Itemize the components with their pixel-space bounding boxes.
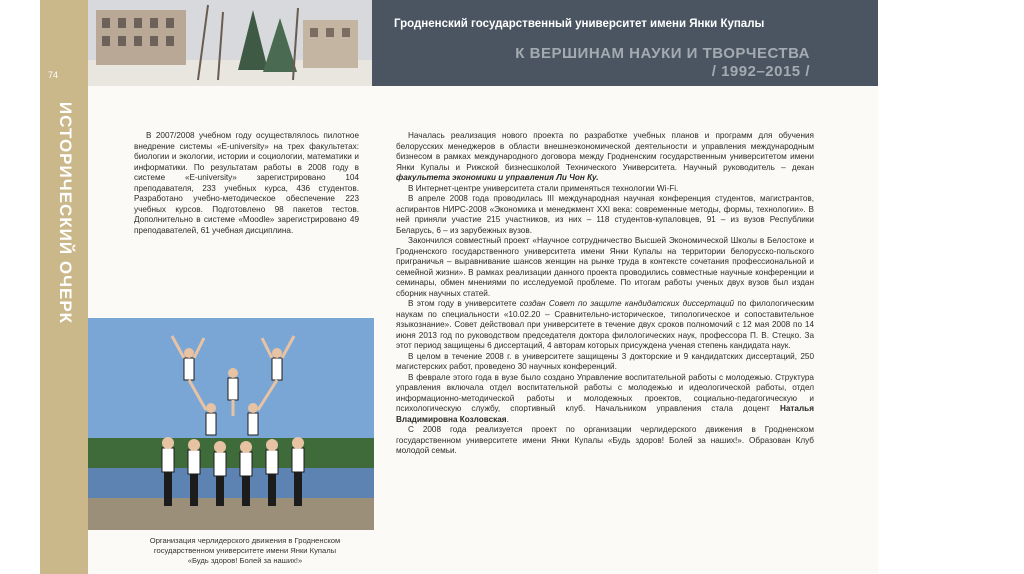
p1-emphasis: факультета экономики и управления Ли Чон Ку. [396, 173, 599, 182]
caption-line-1: Организация черлидерского движения в Гродненском [149, 536, 341, 545]
cheerleading-photo [88, 318, 374, 530]
journal-title-line2: / 1992–2015 / [711, 63, 810, 80]
figure-caption [110, 536, 380, 565]
p7-end: . [506, 414, 509, 424]
caption-line-2: государственном университете имени Янки Купалы [153, 545, 337, 555]
left-column [134, 131, 359, 236]
right-paragraph-5 [396, 299, 814, 352]
p7-text-a: В феврале этого года в вузе было создано Управление воспитательной работы с молодежью. Структура управления включала отдел воспитательной работы с молодежью и идеологической работы, отдел информационно-методической работы и молодежных проектов, социально-педагогическую и психологическую службу, спортивный клуб. Начальником управления стала доцент [396, 372, 814, 413]
right-paragraph-8: С 2008 года реализуется проект по организации черлидерского движения в Гродненском государственном университете имени Янки Купалы «Будь здоров! Болей за наших!». Образован Клуб молодой семьи. [396, 425, 814, 455]
journal-title-line1: К ВЕРШИНАМ НАУКИ И ТВОРЧЕСТВА [515, 45, 810, 62]
p5-text-b: по филологическим наукам по специальности «10.02.20 – Сравнительно-историческое, типологическое и сопоставительное языкознание». Совет действовал при университете в течение двух сроков полномочий с 12 мая 2008 по 14 июня 2013 год по руководством председателя доктора филологических наук, профессора П. В. Стецко. За этот период защищены 6 диссертаций, 4 авторам которых присуждена ученая степень кандидата наук. [396, 299, 814, 350]
right-paragraph-6: В целом в течение 2008 г. в университете защищены 3 докторские и 9 кандидатских диссертаций, 250 магистерских работ, проведено 30 научных конференций. [396, 351, 814, 371]
section-title-text: ИСТОРИЧЕСКИЙ ОЧЕРК [56, 101, 75, 325]
right-column [396, 131, 814, 457]
p1-text: Началась реализация нового проекта по разработке учебных планов и программ для обучения белорусских менеджеров в области внешнеэкономической деятельности и управления международным бизнесом в рамках международного договора между Гродненским государственным университетом имени Янки Купалы и Рижской бизнесшколой Технического Университета. Научный руководитель – декан [396, 131, 814, 172]
p7-bold-name: Наталья Владимировна Козловская [396, 404, 814, 424]
right-paragraph-1 [396, 131, 814, 184]
p5-text-a: В этом году в университете [408, 299, 520, 308]
university-name: Гродненский государственный университет имени Янки Купалы [394, 18, 765, 30]
page-number: 74 [48, 70, 59, 80]
left-paragraph-1: В 2007/2008 учебном году осуществлялось пилотное внедрение системы «E-university» на трех факультетах: биологии и экологии, истории и социологии, математики и информатики. По результатам работы в 2008 году в системе «E-university» зарегистрировано 104 преподавателя, 233 учебных курса, 436 студентов. Разработано учебно-методическое обеспечение 223 учебных курсов. Подготовлено 98 пакетов тестов. Дополнительно в системе «Moodle» зарегистрировано 49 преподавателей, 61 учебная дисциплина. [134, 131, 359, 235]
right-paragraph-4: Закончился совместный проект «Научное сотрудничество Высшей Экономической Школы в Белостоке и Гродненского государственного университета имени Янки Купалы на территории белорусско-польского приграничья – выравнивание шансов женщин на рынке труда в контексте сочетания профессиональной и семейной жизни». В рамках реализации данного проекта проводились совместные научные конференции и семинары, обмен мнениями по исследуемой проблеме. По итогам работы ученых двух вузов был издан сборник научных статей. [396, 236, 814, 298]
right-paragraph-7 [396, 373, 814, 426]
p5-italic: создан Совет по защите кандидатских диссертаций [519, 299, 735, 308]
campus-photo [88, 0, 372, 86]
right-paragraph-2: В Интернет-центре университета стали применяться технологии Wi-Fi. [408, 183, 679, 193]
caption-line-3: «Будь здоров! Болей за наших!» [187, 555, 303, 565]
section-title [50, 101, 80, 325]
right-paragraph-3: В апреле 2008 года проводилась III международная научная конференция студентов, магистрантов, аспирантов НИРС-2008 «Экономика и менеджмент XXI века: современные методы, формы, технологии». В ней приняли участие 215 участников, из них – 118 студентов-купаловцев, 91 – из вузов Республики Беларусь, 6 – из зарубежных вузов. [396, 194, 814, 235]
journal-title [500, 45, 810, 81]
